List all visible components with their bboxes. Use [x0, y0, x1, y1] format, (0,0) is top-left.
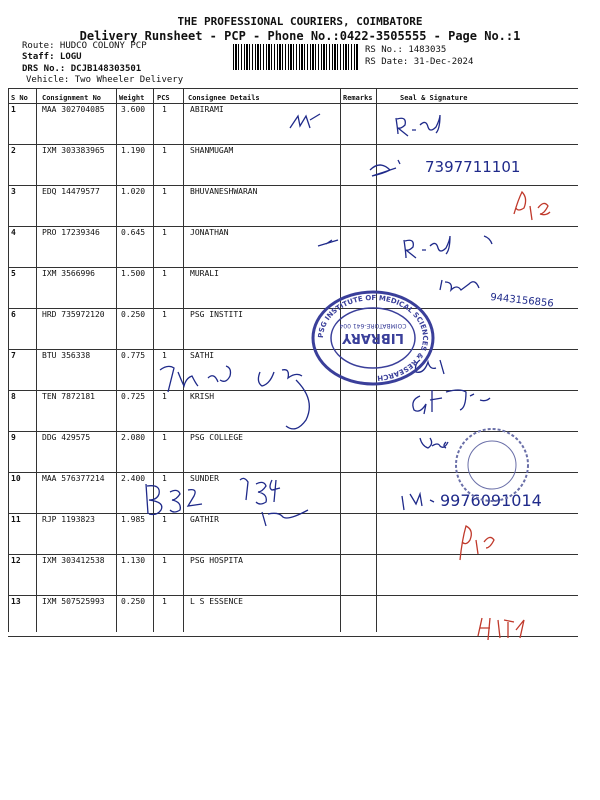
row-weight: 0.250	[121, 597, 146, 606]
company-title: THE PROFESSIONAL COURIERS, COIMBATORE	[177, 15, 423, 28]
handwritten-phone: 9976091014	[440, 491, 542, 510]
row-serial: 3	[11, 187, 16, 196]
row-consignee: SUNDER	[190, 474, 219, 483]
row-weight: 0.645	[121, 228, 146, 237]
row-pcs: 1	[162, 187, 167, 196]
row-pcs: 1	[162, 269, 167, 278]
vehicle-label: Vehicle: Two Wheeler Delivery	[26, 75, 184, 85]
rs-date: RS Date: 31-Dec-2024	[365, 57, 474, 67]
row-pcs: 1	[162, 433, 167, 442]
col-header-consignment: Consignment No	[42, 94, 102, 102]
row-serial: 11	[11, 515, 21, 524]
row-pcs: 1	[162, 351, 167, 360]
row-consignment-no: IXM 303412538	[42, 556, 105, 565]
row-consignee: KRISH	[190, 392, 215, 401]
red-initials	[478, 618, 524, 640]
row-serial: 9	[11, 433, 16, 442]
red-initials	[514, 192, 550, 220]
row-weight: 1.130	[121, 556, 146, 565]
row-weight: 0.250	[121, 310, 146, 319]
row-pcs: 1	[162, 515, 167, 524]
row-consignment-no: IXM 303383965	[42, 146, 105, 155]
row-consignment-no: MAA 576377214	[42, 474, 105, 483]
row-pcs: 1	[162, 556, 167, 565]
row-serial: 6	[11, 310, 16, 319]
row-consignee: GATHIR	[190, 515, 219, 524]
row-consignment-no: TEN 7872181	[42, 392, 95, 401]
row-serial: 10	[11, 474, 21, 483]
row-consignment-no: EDQ 14479577	[42, 187, 100, 196]
stamp-city: COIMBATORE-641 004	[339, 322, 407, 329]
row-weight: 1.190	[121, 146, 146, 155]
row-weight: 1.020	[121, 187, 146, 196]
col-header-seal: Seal & Signature	[400, 94, 468, 102]
row-consignee: BHUVANESHWARAN	[190, 187, 258, 196]
row-pcs: 1	[162, 228, 167, 237]
row-consignee: PSG HOSPITA	[190, 556, 243, 565]
row-consignment-no: IXM 507525993	[42, 597, 105, 606]
row-consignment-no: IXM 3566996	[42, 269, 95, 278]
staff-label: Staff: LOGU	[22, 52, 82, 62]
row-consignment-no: HRD 735972120	[42, 310, 105, 319]
row-pcs: 1	[162, 474, 167, 483]
row-consignment-no: DDG 429575	[42, 433, 91, 442]
row-consignment-no: PRO 17239346	[42, 228, 100, 237]
row-serial: 4	[11, 228, 16, 237]
rs-number: RS No.: 1483035	[365, 45, 447, 55]
row-weight: 2.080	[121, 433, 146, 442]
col-header-weight: Weight	[119, 94, 145, 102]
row-pcs: 1	[162, 597, 167, 606]
row-consignee: PSG COLLEGE	[190, 433, 243, 442]
row-serial: 1	[11, 105, 16, 114]
row-serial: 5	[11, 269, 16, 278]
stamp-outer-text: PSG INSTITUTE OF MEDICAL SCIENCES & RESEARCH	[316, 293, 430, 382]
row-consignment-no: BTU 356338	[42, 351, 91, 360]
row-serial: 13	[11, 597, 21, 606]
row-consignee: PSG INSTITI	[190, 310, 243, 319]
row-consignee: L S ESSENCE	[190, 597, 243, 606]
row-serial: 12	[11, 556, 21, 565]
library-stamp	[308, 288, 438, 388]
drs-number: DRS No.: DCJB148303501	[22, 64, 142, 74]
row-weight: 3.600	[121, 105, 146, 114]
col-header-remarks: Remarks	[343, 94, 373, 102]
col-header-consignee: Consignee Details	[188, 94, 260, 102]
hospital-stamp	[448, 425, 538, 505]
row-weight: 0.725	[121, 392, 146, 401]
row-serial: 8	[11, 392, 16, 401]
row-weight: 1.985	[121, 515, 146, 524]
row-consignment-no: MAA 302704085	[42, 105, 105, 114]
row-consignee: MURALI	[190, 269, 219, 278]
row-consignment-no: RJP 1193823	[42, 515, 95, 524]
row-pcs: 1	[162, 146, 167, 155]
col-header-pcs: PCS	[157, 94, 170, 102]
col-header-sno: S No	[11, 94, 28, 102]
runsheet-title: Delivery Runsheet - PCP - Phone No.:0422-3505555 - Page No.:1	[79, 29, 521, 43]
handwritten-phone: 9443156856	[489, 292, 555, 310]
red-initials	[460, 526, 494, 560]
row-serial: 2	[11, 146, 16, 155]
row-pcs: 1	[162, 392, 167, 401]
row-weight: 0.775	[121, 351, 146, 360]
row-pcs: 1	[162, 105, 167, 114]
row-consignee: JONATHAN	[190, 228, 229, 237]
row-serial: 7	[11, 351, 16, 360]
row-consignee: SATHI	[190, 351, 215, 360]
row-pcs: 1	[162, 310, 167, 319]
row-weight: 1.500	[121, 269, 146, 278]
route-label: Route: HUDCO COLONY PCP	[22, 41, 147, 51]
row-consignee: ABIRAMI	[190, 105, 224, 114]
row-consignee: SHANMUGAM	[190, 146, 234, 155]
row-weight: 2.400	[121, 474, 146, 483]
stamp-center: LIBRARY	[342, 330, 404, 345]
handwritten-phone: 7397711101	[425, 158, 521, 176]
